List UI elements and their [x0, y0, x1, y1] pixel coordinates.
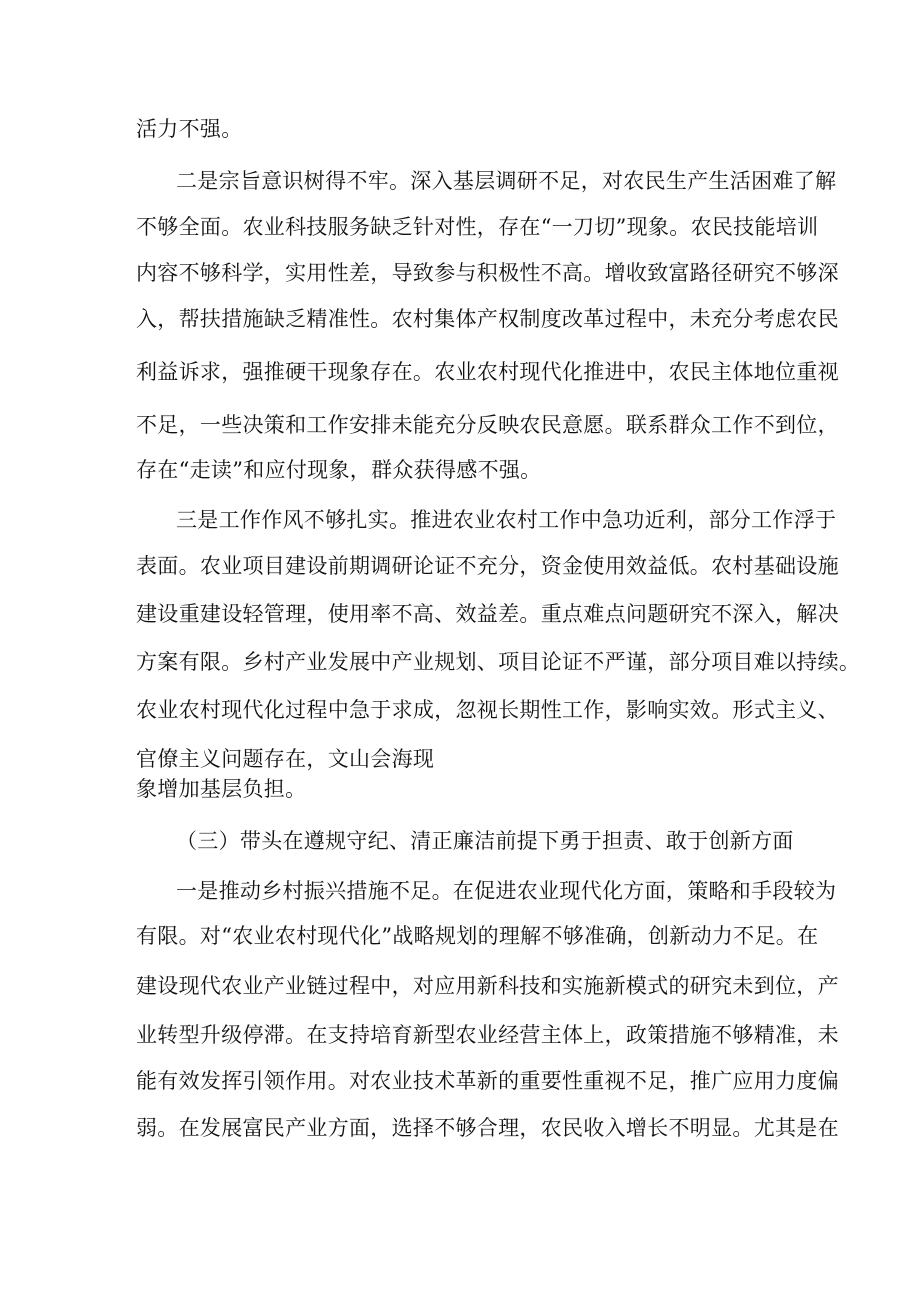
paragraph-line: 不够全面。农业科技服务缺乏针对性，存在“一刀切”现象。农民技能培训: [136, 215, 819, 239]
paragraph-line: 方案有限。乡村产业发展中产业规划、项目论证不严谨，部分项目难以持续。: [136, 650, 861, 674]
paragraph-line: 建设重建设轻管理，使用率不高、效益差。重点难点问题研究不深入，解决: [136, 602, 839, 626]
paragraph-line: 农业农村现代化过程中急于求成，忽视长期性工作，影响实效。形式主义、: [136, 698, 839, 722]
paragraph-line: 象增加基层负担。: [136, 777, 307, 801]
paragraph-line: 业转型升级停滞。在支持培育新型农业经营主体上，政策措施不够精准，未: [136, 1023, 839, 1047]
paragraph-line: 不足，一些决策和工作安排未能充分反映农民意愿。联系群众工作不到位，: [136, 413, 839, 437]
paragraph-line: 内容不够科学，实用性差，导致参与积极性不高。增收致富路径研究不够深: [136, 261, 839, 285]
paragraph-line: 表面。农业项目建设前期调研论证不充分，资金使用效益低。农村基础设施: [136, 554, 839, 578]
section-heading: （三）带头在遵规守纪、清正廉洁前提下勇于担责、敢于创新方面: [176, 829, 794, 853]
paragraph-line: 三是工作作风不够扎实。推进农业农村工作中急功近利，部分工作浮于: [176, 508, 837, 532]
paragraph-line: 有限。对“农业农村现代化”战略规划的理解不够准确，创新动力不足。在: [136, 924, 819, 948]
paragraph-line: 一是推动乡村振兴措施不足。在促进农业现代化方面，策略和手段较为: [176, 879, 837, 903]
paragraph-line: 入，帮扶措施缺乏精准性。农村集体产权制度改革过程中，未充分考虑农民: [136, 307, 839, 331]
paragraph-line: 存在“走读”和应付现象，群众获得感不强。: [136, 458, 542, 482]
paragraph-line: 二是宗旨意识树得不牢。深入基层调研不足，对农民生产生活困难了解: [176, 169, 837, 193]
paragraph-line: 建设现代农业产业链过程中，对应用新科技和实施新模式的研究未到位，产: [136, 974, 839, 998]
paragraph-line: 弱。在发展富民产业方面，选择不够合理，农民收入增长不明显。尤其是在: [136, 1116, 839, 1140]
paragraph-line: 官僚主义问题存在，文山会海现: [136, 747, 435, 771]
paragraph-line: 活力不强。: [136, 117, 243, 141]
paragraph-line: 能有效发挥引领作用。对农业技术革新的重要性重视不足，推广应用力度偏: [136, 1069, 839, 1093]
paragraph-line: 利益诉求，强推硬干现象存在。农业农村现代化推进中，农民主体地位重视: [136, 360, 839, 384]
